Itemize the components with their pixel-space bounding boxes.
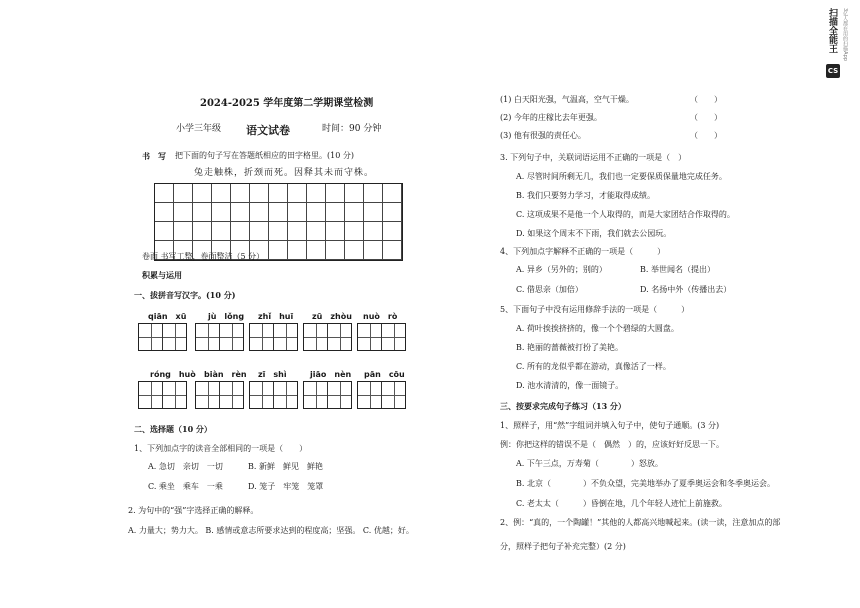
exam-title: 2024-2025 学年度第二学期课堂检测 <box>200 98 374 109</box>
q5-option-d: D. 池水清清的，像一面镜子。 <box>516 381 624 390</box>
writing-label: 书 写 <box>142 151 166 161</box>
answer-box[interactable] <box>195 323 244 351</box>
answer-paren[interactable]: （ ） <box>690 131 722 140</box>
q4-option-c: C. 借思亲（加倍） <box>516 285 583 294</box>
answer-box[interactable] <box>138 323 187 351</box>
s3-q2-continued: 分，照样子把句子补充完整）(2 分) <box>500 542 626 551</box>
section3-title: 三、按要求完成句子练习（13 分） <box>500 401 626 411</box>
pinyin-label: nuò rò <box>363 312 398 321</box>
q4-option-d: D. 名扬中外（传播出去） <box>640 285 732 294</box>
q5-title: 5、下面句子中没有运用修辞手法的一项是（ ） <box>500 305 690 314</box>
s3-option-c: C. 老太太（ ）昏倒在地，几个年轻人迹忙上前施救。 <box>516 499 727 508</box>
q4-option-b: B. 举世闻名（提出） <box>640 265 715 274</box>
pinyin-label: pān cōu <box>364 370 405 379</box>
q2-2-options: A. 力量大；势力大。 B. 感情或意志所要求达到的程度高；坚强。 C. 优越；好。 <box>128 526 414 535</box>
q3-option-a: A. 尽管时间所剩无几，我们也一定要保质保量地完成任务。 <box>516 172 727 181</box>
answer-box[interactable] <box>357 323 406 351</box>
meaning-2: (2) 今年的庄稼比去年更强。 <box>500 113 602 122</box>
writing-grid[interactable] <box>154 183 403 261</box>
q4-option-a: A. 异乡（另外的；别的） <box>516 265 607 274</box>
q2-1-option-a: A. 急切 亲切 一切 <box>148 462 223 471</box>
pinyin-label: biàn rèn <box>204 370 247 379</box>
answer-box[interactable] <box>249 323 298 351</box>
accumulation-heading: 积累与运用 <box>142 270 182 280</box>
neat-note: 卷面 书写工整，卷面整洁（5 分） <box>142 252 265 261</box>
q2-1-option-c: C. 乘坐 乘车 一乘 <box>148 482 223 491</box>
q4-title: 4、下列加点字解释不正确的一项是（ ） <box>500 247 666 256</box>
answer-box[interactable] <box>138 381 187 409</box>
q2-1-option-d: D. 笼子 牢笼 笼罩 <box>248 482 324 491</box>
pinyin-label: qiān xū <box>148 312 187 321</box>
pinyin-label: zī shì <box>258 370 287 379</box>
q3-title: 3. 下列句子中，关联词语运用不正确的一项是（ ） <box>500 153 687 162</box>
s3-q2: 2、例：“真的，一个陶罐！”其他的人都高兴地喊起来。(读一读，注意加点的部 <box>500 518 781 527</box>
q2-1: 1、下列加点字的读音全部相同的一项是（ ） <box>134 444 308 453</box>
meaning-3: (3) 他有很强的责任心。 <box>500 131 586 140</box>
q3-option-b: B. 我们只要努力学习，才能取得成绩。 <box>516 191 655 200</box>
s3-q1: 1、照样子，用“然”字组词并填入句子中，使句子通顺。(3 分) <box>500 421 720 430</box>
answer-box[interactable] <box>249 381 298 409</box>
q2-title: 二、选择题（10 分） <box>134 424 212 434</box>
answer-box[interactable] <box>357 381 406 409</box>
s3-option-a: A. 下午三点，万寿菊（ ）怒放。 <box>516 459 663 468</box>
scanner-app-name: 扫描全能王 <box>827 8 837 53</box>
answer-box[interactable] <box>303 381 352 409</box>
q5-option-b: B. 艳丽的蔷薇被打扮了美艳。 <box>516 343 623 352</box>
scanner-app-tagline: 3亿人都在用的扫描App <box>842 8 848 61</box>
scanner-logo-icon: CS <box>826 64 840 78</box>
writing-instruction: 把下面的句子写在答题纸相应的田字格里。(10 分) <box>175 151 354 160</box>
q5-option-c: C. 所有的龙似乎都在游动，真像活了一样。 <box>516 362 671 371</box>
grade-label: 小学三年级 <box>176 124 222 134</box>
q1-title: 一、拔拼音写汉字。(10 分) <box>134 290 236 300</box>
subject-label: 语文试卷 <box>246 124 290 137</box>
q3-option-d: D. 如果这个周末不下雨，我们就去公园玩。 <box>516 229 672 238</box>
pinyin-label: jù lǒng <box>208 312 245 321</box>
q2-1-option-b: B. 新鲜 鲜见 鲜艳 <box>248 462 323 471</box>
pinyin-label: róng huò <box>150 370 196 379</box>
writing-sentence: 兔走触株，折颈而死。因释其未而守株。 <box>194 168 375 178</box>
time-label: 时间：90 分钟 <box>322 124 382 134</box>
s3-option-b: B. 北京（ ）不负众望，完美地举办了夏季奥运会和冬季奥运会。 <box>516 479 775 488</box>
answer-paren[interactable]: （ ） <box>690 113 722 122</box>
q2-2: 2. 为句中的“强”字选择正确的解释。 <box>128 506 259 515</box>
answer-box[interactable] <box>303 323 352 351</box>
answer-box[interactable] <box>195 381 244 409</box>
q3-option-c: C. 这项成果不是他一个人取得的，而是大家团结合作取得的。 <box>516 210 735 219</box>
q5-option-a: A. 荷叶挨挨挤挤的，像一个个碧绿的大圆盘。 <box>516 324 679 333</box>
pinyin-label: jiāo nèn <box>310 370 352 379</box>
pinyin-label: zū zhòu <box>312 312 352 321</box>
s3-example: 例：你把这样的错误不是（ 偶然 ）的，应该好好反思一下。 <box>500 440 724 449</box>
meaning-1: (1) 白天阳光强，气温高，空气干燥。 <box>500 95 634 104</box>
answer-paren[interactable]: （ ） <box>690 95 722 104</box>
pinyin-label: zhǐ huī <box>258 312 294 321</box>
